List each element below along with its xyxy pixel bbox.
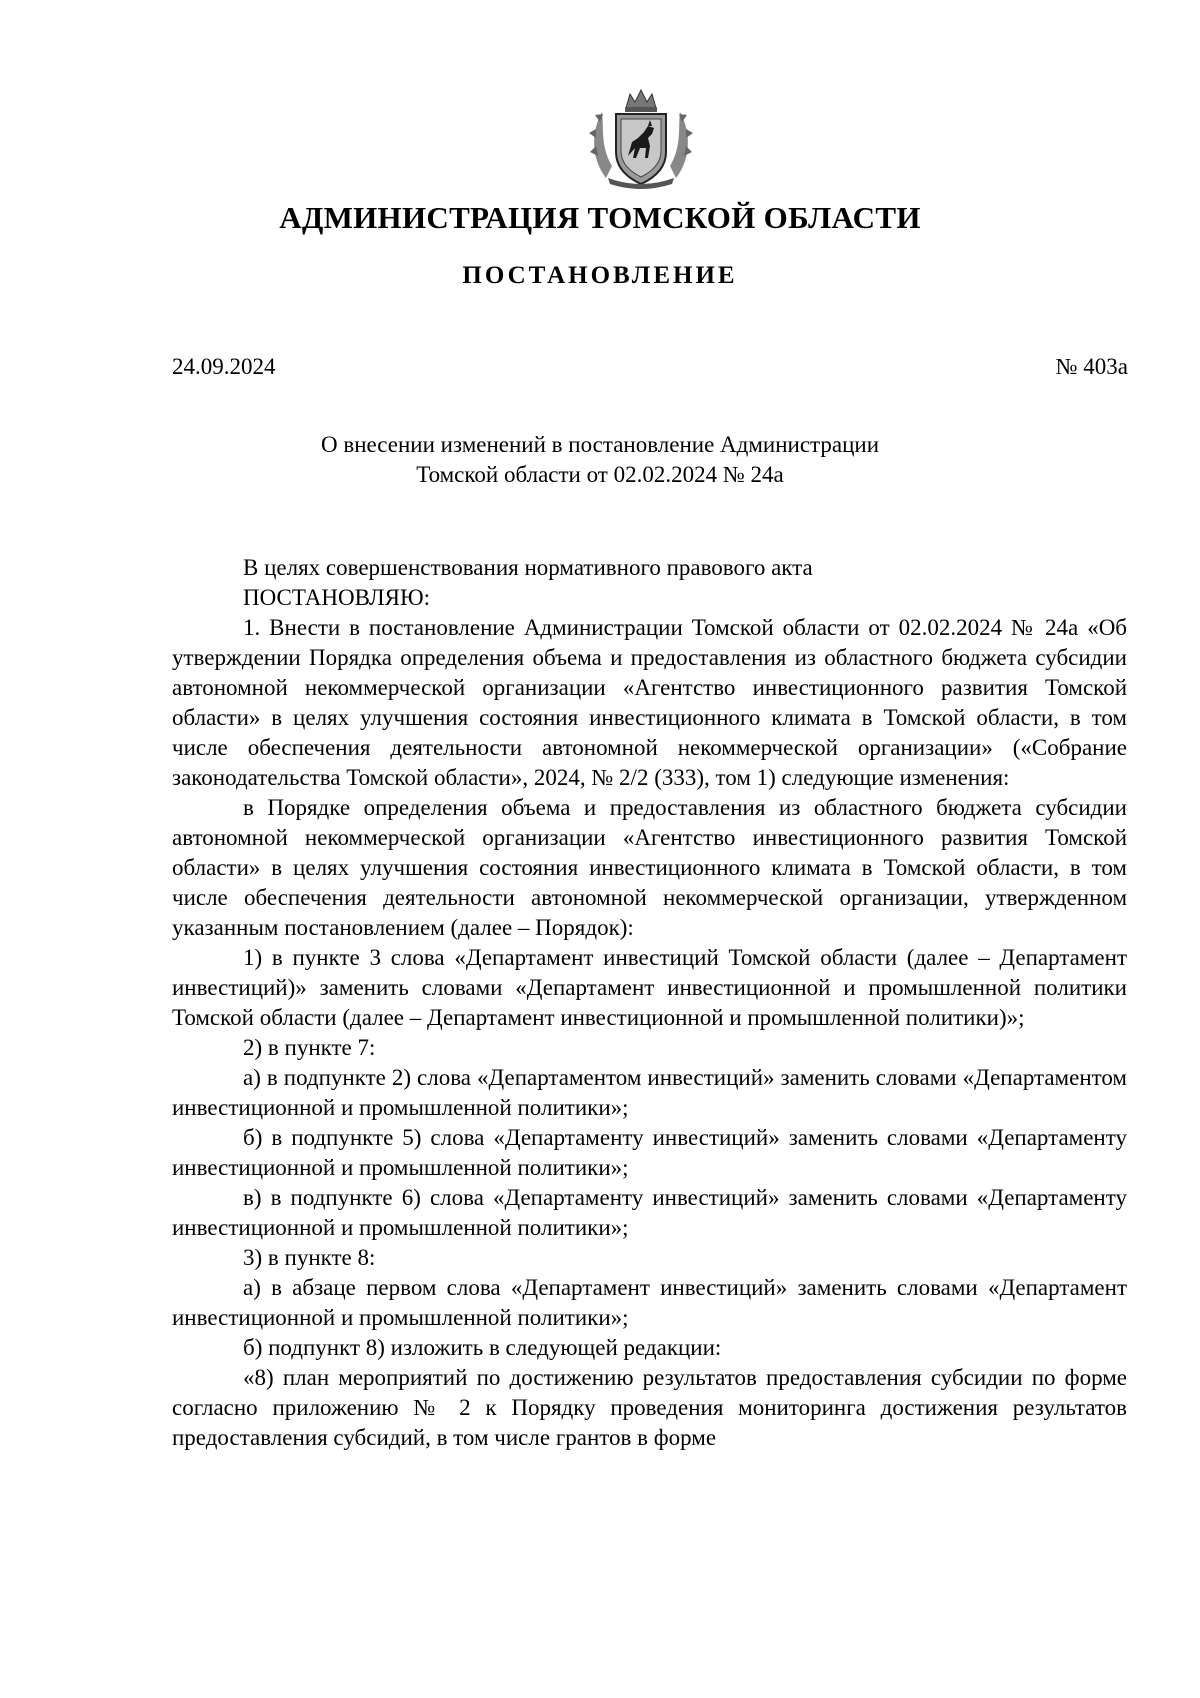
document-body <box>172 553 1127 1453</box>
body-paragraph: В целях совершенствования нормативного правового акта <box>243 555 813 580</box>
body-paragraph: б) подпункт 8) изложить в следующей редакции: <box>243 1335 722 1360</box>
body-paragraph: «8) план мероприятий по достижению результатов предоставления субсидии по форме согласно приложению № 2 к Порядку проведения мониторинга достижения результатов предоставления субсидий, в том числе грантов в форме <box>172 1365 1127 1450</box>
body-paragraph: а) в абзаце первом слова «Департамент инвестиций» заменить словами «Департамент инвестиционной и промышленной политики»; <box>172 1275 1127 1330</box>
body-paragraph: ПОСТАНОВЛЯЮ: <box>243 585 431 610</box>
coat-of-arms-icon <box>588 86 694 189</box>
document-number: № 403а <box>1055 354 1128 379</box>
organization-title: АДМИНИСТРАЦИЯ ТОМСКОЙ ОБЛАСТИ <box>279 200 921 235</box>
body-paragraph: 2) в пункте 7: <box>243 1035 376 1060</box>
body-paragraph: б) в подпункте 5) слова «Департаменту инвестиций» заменить словами «Департаменту инвестиционной и промышленной политики»; <box>172 1125 1127 1180</box>
body-paragraph: 1) в пункте 3 слова «Департамент инвестиций Томской области (далее – Департамент инвестиций)» заменить словами «Департамент инвестиционной и промышленной политики Томской области (далее – Департамент инвестиционной и промышленной политики)»; <box>172 945 1127 1030</box>
document-subject <box>0 430 1200 490</box>
body-paragraph: 1. Внести в постановление Администрации Томской области от 02.02.2024 № 24а «Об утверждении Порядка определения объема и предоставления из областного бюджета субсидии автономной некоммерческой организации «Агентство инвестиционного развития Томской области» в целях улучшения состояния инвестиционного климата в Томской области, в том числе обеспечения деятельности автономной некоммерческой организации» («Собрание законодательства Томской области», 2024, № 2/2 (333), том 1) следующие изменения: <box>172 615 1127 790</box>
document-date: 24.09.2024 <box>172 354 276 379</box>
document-type-title: ПОСТАНОВЛЕНИЕ <box>462 262 738 289</box>
subject-line: Томской области от 02.02.2024 № 24а <box>416 462 784 487</box>
body-paragraph: в Порядке определения объема и предоставления из областного бюджета субсидии автономной некоммерческой организации «Агентство инвестиционного развития Томской области» в целях улучшения состояния инвестиционного климата в Томской области, в том числе обеспечения деятельности автономной некоммерческой организации, утвержденном указанным постановлением (далее – Порядок): <box>172 795 1127 940</box>
subject-line: О внесении изменений в постановление Администрации <box>320 432 880 457</box>
body-paragraph: а) в подпункте 2) слова «Департаментом инвестиций» заменить словами «Департаментом инвестиционной и промышленной политики»; <box>172 1065 1127 1120</box>
body-paragraph: 3) в пункте 8: <box>243 1245 376 1270</box>
body-paragraph: в) в подпункте 6) слова «Департаменту инвестиций» заменить словами «Департаменту инвестиционной и промышленной политики»; <box>172 1185 1127 1240</box>
